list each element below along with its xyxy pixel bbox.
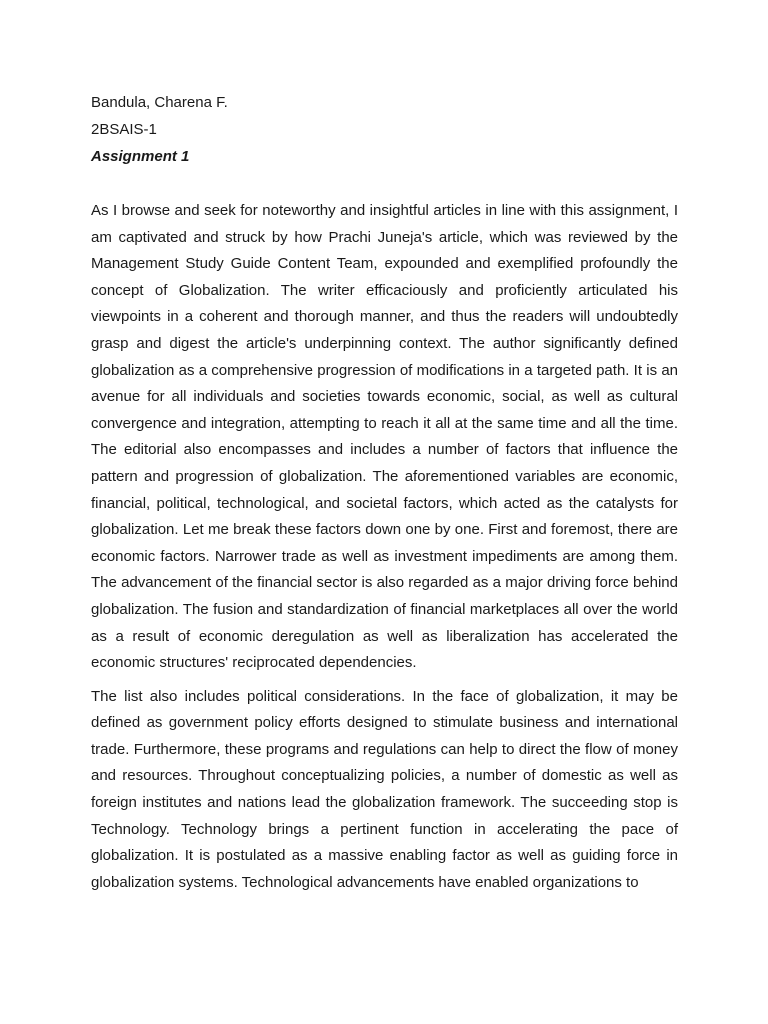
- assignment-title: Assignment 1: [91, 148, 190, 165]
- document-body: [91, 89, 678, 896]
- section-code: 2BSAIS-1: [91, 121, 157, 138]
- header-spacer: [91, 170, 678, 198]
- paragraph-2: The list also includes political considerations. In the face of globalization, it may be defined as government policy efforts designed to stimulate business and international trade. Furthermore, these programs and regulations can help to direct the flow of money and resources. Throughout conceptualizing policies, a number of domestic as well as foreign institutes and nations lead the globalization framework. The succeeding stop is Technology. Technology brings a pertinent function in accelerating the pace of globalization. It is postulated as a massive enabling factor as well as guiding force in globalization systems. Technological advancements have enabled organizations to: [91, 687, 678, 891]
- paragraph-1: As I browse and seek for noteworthy and insightful articles in line with this assignment, I am captivated and struck by how Prachi Juneja's article, which was reviewed by the Management Study Guide Content Team, expounded and exemplified profoundly the concept of Globalization. The writer efficaciously and proficiently articulated his viewpoints in a coherent and thorough manner, and thus the readers will undoubtedly grasp and digest the article's underpinning context. The author significantly defined globalization as a comprehensive progression of modifications in a targeted path. It is an avenue for all individuals and societies towards economic, social, as well as cultural convergence and integration, attempting to reach it all at the same time and all the time. The editorial also encompasses and includes a number of factors that influence the pattern and progression of globalization. The aforementioned variables are economic, financial, political, technological, and societal factors, which acted as the catalysts for globalization. Let me break these factors down one by one. First and foremost, there are economic factors. Narrower trade as well as investment impediments are among them. The advancement of the financial sector is also regarded as a major driving force behind globalization. The fusion and standardization of financial marketplaces all over the world as a result of economic deregulation as well as liberalization has accelerated the economic structures' reciprocated dependencies.: [91, 202, 678, 672]
- author-name: Bandula, Charena F.: [91, 94, 228, 111]
